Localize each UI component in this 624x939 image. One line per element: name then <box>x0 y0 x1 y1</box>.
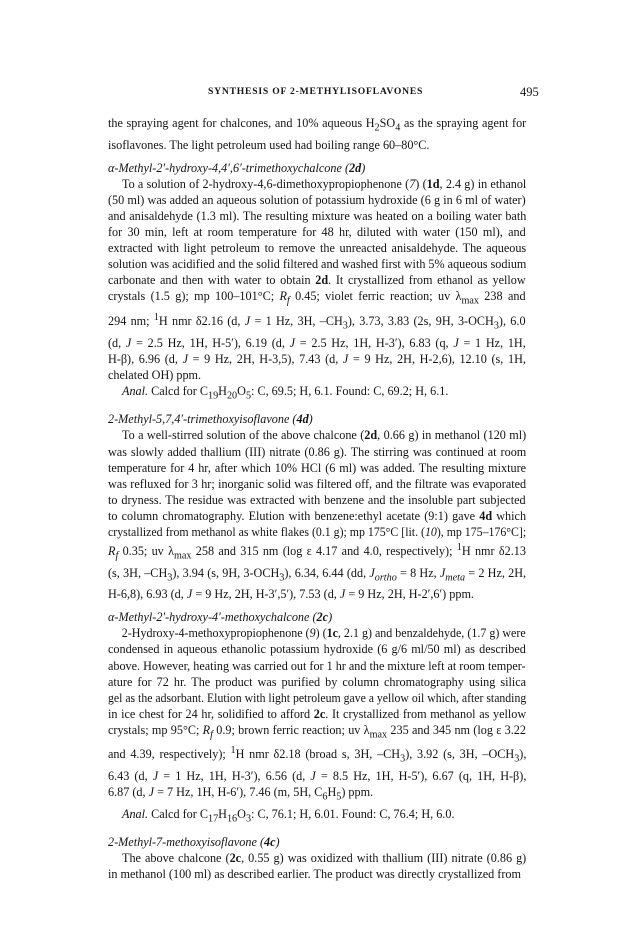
text-line: and anisaldehyde (1.3 ml). The resulting mixture was heated on a boiling water bath <box>108 208 527 223</box>
text-line: was refluxed for 3 hr; inorganic solid was filtered off, and the filtrate was evaporated <box>108 476 527 491</box>
text-line: Anal. Calcd for $C_{19}H_{20}O_5$: C, 69.5; H, 6.1. Found: C, 69.2; H, 6.1. <box>122 383 449 402</box>
text-line: To a solution of 2-hydroxy-4,6-dimethoxypropiophenone (7) (1d, 2.4 g) in ethanol <box>122 176 527 191</box>
section-heading: α-Methyl-2′-hydroxy-4′-methoxychalcone (2c) <box>108 610 333 625</box>
text-line: (50 ml) was added an aqueous solution of potassium hydroxide (6 g in 6 ml of water) <box>108 192 526 207</box>
text-line: to dryness. The residue was extracted with benzene and the insoluble part subjected <box>108 492 526 507</box>
text-line: temperature for 4 hr, after which 10% HCl (6 ml) was added. The resulting mixture <box>108 460 527 475</box>
text-line: (s, 3H, $-CH_3$), 3.94 (s, 9H, $3-OCH_3$), 6.34, 6.44 (dd, $J_{ortho} = 8$ Hz, $J_{meta} = 2$ Hz, 2H, <box>108 565 527 584</box>
text-line: isoflavones. The light petroleum used had boiling range 60–80°C. <box>108 137 430 152</box>
text-line: (d, J = 2.5 Hz, 1H, H-5′), 6.19 (d, J = 2.5 Hz, 1H, H-3′), 6.83 (q, J = 1 Hz, 1H, <box>108 335 526 350</box>
text-line: crystals (1.5 g); mp 100–101°C; $R_f$ 0.45; violet ferric reaction; uv $\lambda_{max}$ 238 and <box>108 289 526 307</box>
text-line: extracted with light petroleum to remove the unreacted anisaldehyde. The aqueous <box>108 241 527 256</box>
text-line: in methanol (100 ml) as described earlier. The product was directly crystallized from <box>108 867 521 882</box>
text-line: the spraying agent for chalcones, and 10% aqueous $H_2SO_4$ as the spraying agent for <box>108 116 527 134</box>
text-line: $R_f$ 0.35; uv $\lambda_{max}$ 258 and 315 nm (log ε 4.17 and 4.0, respectively); $^1$H nmr δ2.13 <box>108 542 526 562</box>
text-line: ature for 72 hr. The product was purified by column chromatography using silica <box>108 674 527 689</box>
text-line: Anal. Calcd for $C_{17}H_{16}O_3$: C, 76.1; H, 6.01. Found: C, 76.4; H, 6.0. <box>122 806 455 825</box>
section-heading: 2-Methyl-5,7,4′-trimethoxyisoflavone (4d) <box>108 412 313 427</box>
text-line: crystals; mp 95°C; $R_f$ 0.9; brown ferric reaction; uv $\lambda_{max}$ 235 and 345 nm (log ε 3.22 <box>108 722 526 741</box>
running-title: SYNTHESIS OF 2-METHYLISOFLAVONES <box>208 86 424 97</box>
text-line: for 30 min, left at room temperature for 48 hr, diluted with water (150 ml), and <box>108 225 526 239</box>
text-line: H-6,8), 6.93 (d, J = 9 Hz, 2H, H-3′,5′), 7.53 (d, J = 9 Hz, 2H, H-2′,6′) ppm. <box>108 587 474 602</box>
text-line: 294 nm; $^1$H nmr δ2.16 (d, J = 1 Hz, 3H, $-CH_3$), 3.73, 3.83 (2s, 9H, $3-OCH_3$), 6.0 <box>108 311 526 332</box>
page-number: 495 <box>520 85 539 99</box>
text-line: solution was acidified and the solid filtered and washed first with 5% aqueous sodium <box>108 257 527 272</box>
text-line: in ice chest for 24 hr, solidified to afford 2c. It crystallized from methanol as yellow <box>108 706 527 721</box>
article-body <box>108 115 526 883</box>
section-heading: 2-Methyl-7-methoxyisoflavone (4c) <box>108 835 280 850</box>
text-line: was slowly added thallium (III) nitrate (0.86 g). The stirring was continued at room <box>108 444 527 459</box>
text-line: crystallized from methanol as white flakes (0.1 g); mp 175°C [lit. (10), mp 175–176°C]; <box>108 524 527 539</box>
text-line: chelated OH) ppm. <box>108 367 202 382</box>
text-line: 6.87 (d, J = 7 Hz, 1H, H-6′), 7.46 (m, 5H, $C_6H_5$) ppm. <box>108 785 374 803</box>
text-line: gel as the adsorbant. Elution with light petroleum gave a yellow oil which, after standing <box>108 690 527 705</box>
text-line: H-β), 6.96 (d, J = 9 Hz, 2H, H-3,5), 7.43 (d, J = 9 Hz, 2H, H-2,6), 12.10 (s, 1H, <box>108 351 526 366</box>
text-line: above. However, heating was carried out for 1 hr and the mixture left at room temper- <box>108 658 526 673</box>
text-line: 2-Hydroxy-4-methoxypropiophenone (9) (1c, 2.1 g) and benzaldehyde, (1.7 g) were <box>121 626 526 641</box>
text-line: to column chromatography. Elution with benzene:ethyl acetate (9:1) gave 4d which <box>108 508 527 523</box>
section-heading: α-Methyl-2′-hydroxy-4,4′,6′-trimethoxychalcone (2d) <box>108 160 366 175</box>
text-line: and 4.39, respectively); $^1$H nmr δ2.18 (broad s, 3H, $-CH_3$), 3.92 (s, 3H, $-OCH_3$), <box>108 745 527 765</box>
text-line: carbonate and then with water to obtain 2d. It crystallized from ethanol as yellow <box>108 273 526 288</box>
text-line: condensed in aqueous ethanolic potassium hydroxide (6 g/6 ml/50 ml) as described <box>108 642 526 657</box>
page-header <box>0 86 624 102</box>
text-line: 6.43 (d, J = 1 Hz, 1H, H-3′), 6.56 (d, J = 8.5 Hz, 1H, H-5′), 6.67 (q, 1H, H-β), <box>108 769 527 784</box>
text-line: To a well-stirred solution of the above chalcone (2d, 0.66 g) in methanol (120 ml) <box>122 428 527 443</box>
text-line: The above chalcone (2c, 0.55 g) was oxidized with thallium (III) nitrate (0.86 g) <box>122 851 527 866</box>
